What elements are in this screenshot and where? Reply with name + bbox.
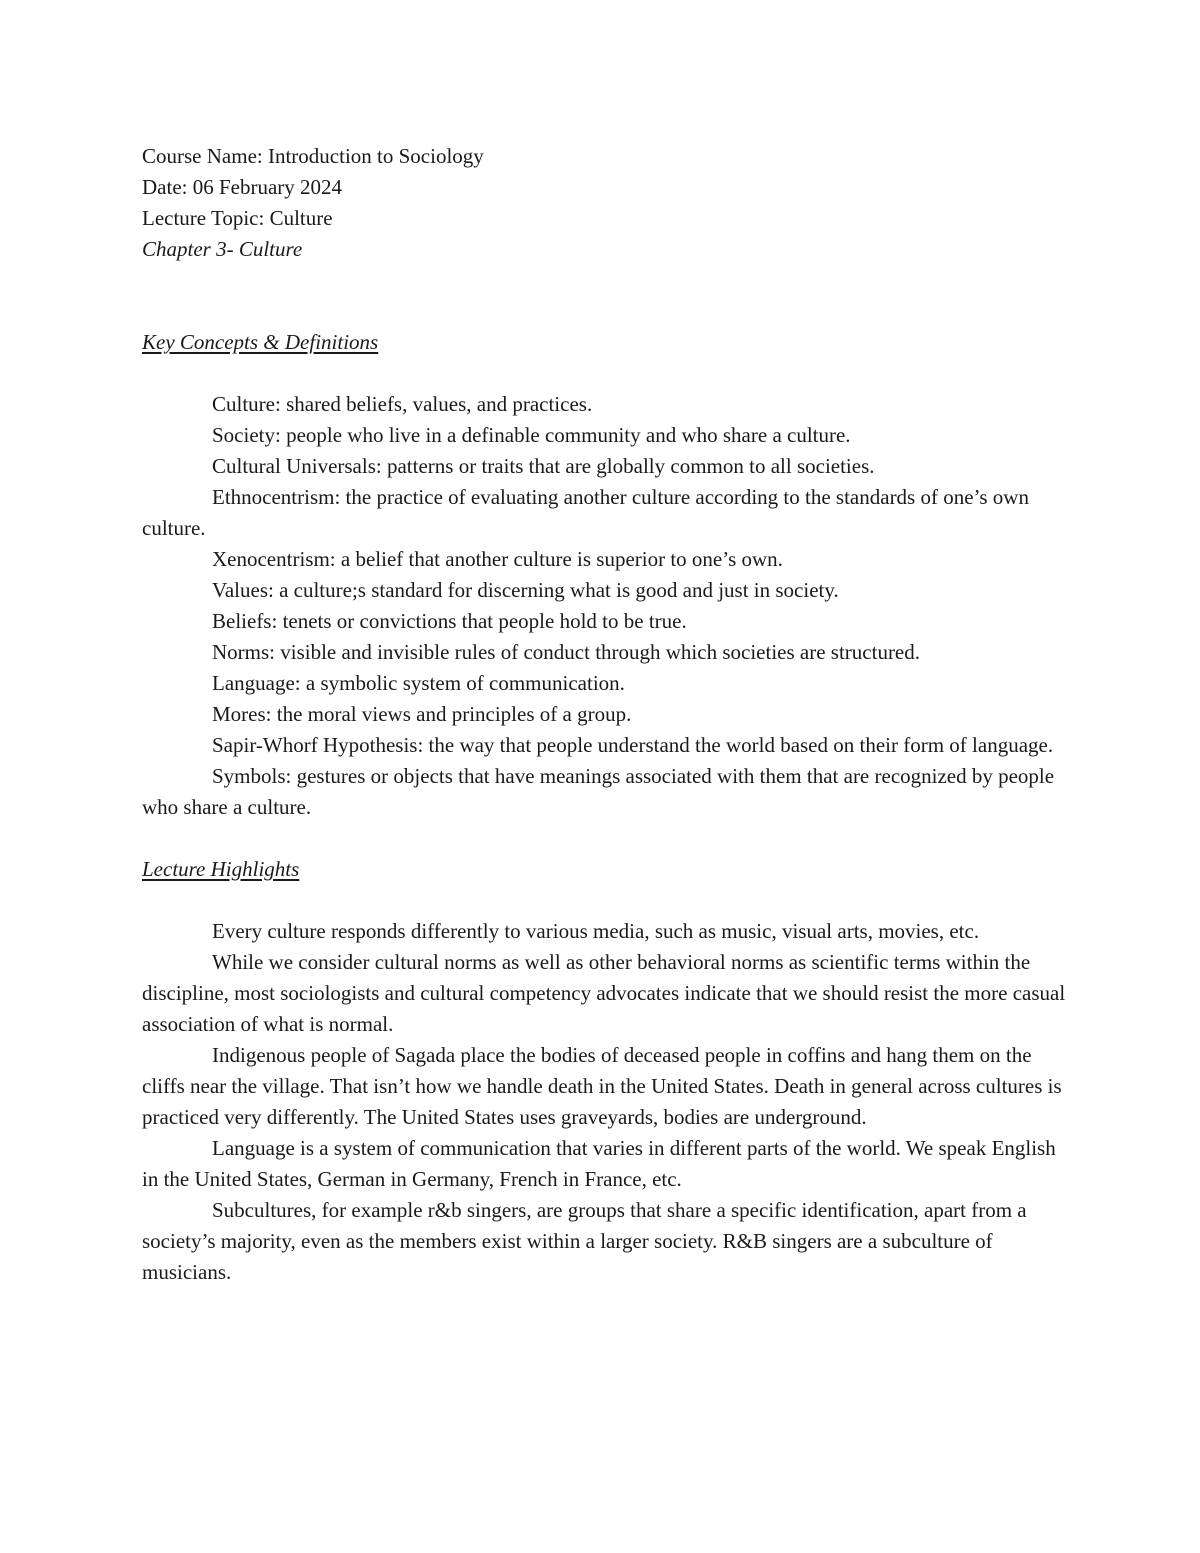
definition-cultural-universals: Cultural Universals: patterns or traits that are globally common to all societies. xyxy=(212,454,875,478)
definition-symbols: Symbols: gestures or objects that have meanings associated with them that are recognized by people who share a culture. xyxy=(142,764,1055,819)
definition-norms: Norms: visible and invisible rules of conduct through which societies are structured. xyxy=(212,640,921,664)
highlight-sagada: Indigenous people of Sagada place the bodies of deceased people in coffins and hang them on the cliffs near the village. That isn’t how we handle death in the United States. Death in general across cultures is practiced very differently. The United States uses graveyards, bodies are underground. xyxy=(142,1043,1062,1129)
highlight-media: Every culture responds differently to various media, such as music, visual arts, movies, etc. xyxy=(212,919,980,943)
spacer xyxy=(142,823,1067,854)
definition-xenocentrism: Xenocentrism: a belief that another culture is superior to one’s own. xyxy=(212,547,783,571)
key-concepts-heading: Key Concepts & Definitions xyxy=(142,330,379,354)
definition-mores: Mores: the moral views and principles of a group. xyxy=(212,702,632,726)
definition-language: Language: a symbolic system of communication. xyxy=(212,671,625,695)
spacer xyxy=(142,358,1067,389)
highlight-language: Language is a system of communication that varies in different parts of the world. We speak English in the United States, German in Germany, French in France, etc. xyxy=(142,1136,1056,1191)
definition-beliefs: Beliefs: tenets or convictions that people hold to be true. xyxy=(212,609,687,633)
definition-sapir-whorf: Sapir-Whorf Hypothesis: the way that people understand the world based on their form of language. xyxy=(212,733,1054,757)
definition-culture: Culture: shared beliefs, values, and practices. xyxy=(212,392,593,416)
document-page xyxy=(142,141,1067,1288)
key-concepts-list xyxy=(142,389,1067,823)
chapter-title: Chapter 3- Culture xyxy=(142,237,303,261)
definition-values: Values: a culture;s standard for discerning what is good and just in society. xyxy=(212,578,839,602)
spacer xyxy=(142,265,1067,327)
lecture-topic: Lecture Topic: Culture xyxy=(142,206,333,230)
lecture-date: Date: 06 February 2024 xyxy=(142,175,343,199)
spacer xyxy=(142,885,1067,916)
definition-society: Society: people who live in a definable community and who share a culture. xyxy=(212,423,851,447)
definition-ethnocentrism: Ethnocentrism: the practice of evaluating another culture according to the standards of one’s own culture. xyxy=(142,485,1029,540)
highlight-norms: While we consider cultural norms as well as other behavioral norms as scientific terms within the discipline, most sociologists and cultural competency advocates indicate that we should resist the more casual association of what is normal. xyxy=(142,950,1066,1036)
lecture-highlights-list xyxy=(142,916,1067,1288)
course-name: Course Name: Introduction to Sociology xyxy=(142,144,484,168)
lecture-highlights-heading: Lecture Highlights xyxy=(142,857,300,881)
highlight-subcultures: Subcultures, for example r&b singers, are groups that share a specific identification, apart from a society’s majority, even as the members exist within a larger society. R&B singers are a subculture of musicians. xyxy=(142,1198,1027,1284)
